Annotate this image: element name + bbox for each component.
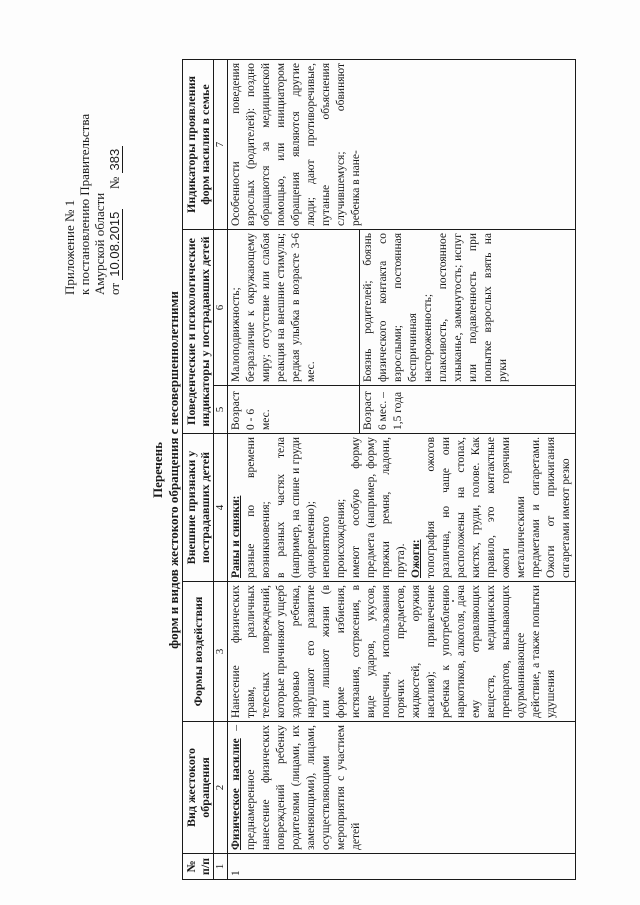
sign-item: имеют особую форму предмета (например, форму пряжки ремня, ладони, прута). <box>350 437 407 578</box>
header-forms: Формы воздействия <box>183 582 214 722</box>
appendix-header <box>62 60 122 295</box>
abuse-type-title: Физическое насилие <box>230 738 242 850</box>
col-number: 2 <box>214 722 228 854</box>
header-behaviour: Поведенческие и психологические индикаторы у пострадавших детей <box>183 230 214 434</box>
sign-item: разные по времени возникновения; <box>245 437 272 578</box>
header-indicators: Индикаторы проявления форм насилия в семье <box>183 60 214 230</box>
col-number: 6 <box>214 230 228 386</box>
row-number: 1 <box>228 854 576 880</box>
rotated-sheet <box>60 60 580 880</box>
behaviour-cell: Боязнь родителей; боязнь физического контакта со взрослыми; постоянная беспричинная настороженность; плаксивость, постоянное хныканье, замкнутость; испуг или подавленность при попытке взрослых взять на руки <box>359 230 575 386</box>
sign-item: в разных частях тела (например, на спине и груди одновременно); <box>275 437 317 578</box>
title-line-1: Перечень <box>150 441 165 499</box>
abuse-type-text: – преднамеренное нанесение физических повреждений ребенку родителями (лицами, их заменяющими), лицами, осуществляющими мероприятия с участием детей <box>230 724 362 850</box>
header-type: Вид жестокого обращения <box>183 722 214 854</box>
appendix-date: 10.08.2015 <box>107 209 123 280</box>
appendix-line: к постановлению Правительства <box>77 113 92 295</box>
wounds-title: Раны и синяки: <box>230 495 242 578</box>
col-number: 1 <box>214 854 228 880</box>
col-number: 4 <box>214 434 228 582</box>
title-line-2: форм и видов жестокого обращения с несовершеннолетними <box>166 291 181 649</box>
abuse-forms-table <box>182 59 576 880</box>
col-number: 3 <box>214 582 228 722</box>
appendix-line: Приложение № 1 <box>62 199 77 295</box>
sign-item: непонятного происхождения; <box>320 498 347 578</box>
header-signs: Внешние признаки у пострадавших детей <box>183 434 214 582</box>
header-num: № п/п <box>183 854 214 880</box>
age-cell: Возраст 6 мес. – 1,5 года <box>359 386 575 434</box>
indicators-cell: Особенности поведения взрослых (родителей): поздно обращаются за медицинской помощью, или инициатором обращения являются другие люди; дают противоречивые, путаные объяснения случившемуся; обвиняют ребенка в нане- <box>228 60 576 230</box>
forms-cell: Нанесение физических травм, различных телесных повреждений, которые причиняют ущерб здоровью ребенка, нарушают его развитие или лишают жизни (в форме избиения, истязания, сотрясения, в виде ударов, укусов, пощечин, использования горячих предметов, жидкостей, оружия насилия); привлечение ребенка к употреблению наркотиков, алкоголя, дача ему отравляющих веществ, медицинских препаратов, вызывающих одурманивающее действие, а также попытки удушения <box>228 582 576 722</box>
signs-cell <box>228 434 576 582</box>
appendix-number: 383 <box>107 146 123 174</box>
age-cell: Возраст 0 - 6 мес. <box>228 386 360 434</box>
col-number: 7 <box>214 60 228 230</box>
document-title <box>150 60 182 880</box>
date-prefix: от <box>107 282 122 295</box>
appendix-date-line <box>107 60 122 295</box>
burns-title: Ожоги: <box>410 539 422 578</box>
column-number-row <box>214 60 228 880</box>
number-prefix: № <box>107 176 122 190</box>
abuse-type-cell <box>228 722 576 854</box>
table-row <box>228 60 360 880</box>
behaviour-cell: Малоподвижность; безразличие к окружающему миру; отсутствие или слабая реакция на внешние стимулы; редкая улыбка в возрасте 3-6 мес. <box>228 230 360 386</box>
col-number: 5 <box>214 386 228 434</box>
table-header-row <box>183 60 214 880</box>
appendix-line: Амурской области <box>92 192 107 295</box>
burns-text: топография ожогов различна, но чаще они расположены на стопах, кистях, груди, голове. Как правило, это контактные ожоги горячими металлическими предметами и сигаретами. Ожоги от прижигания сигаретами имеют резко <box>425 437 572 578</box>
